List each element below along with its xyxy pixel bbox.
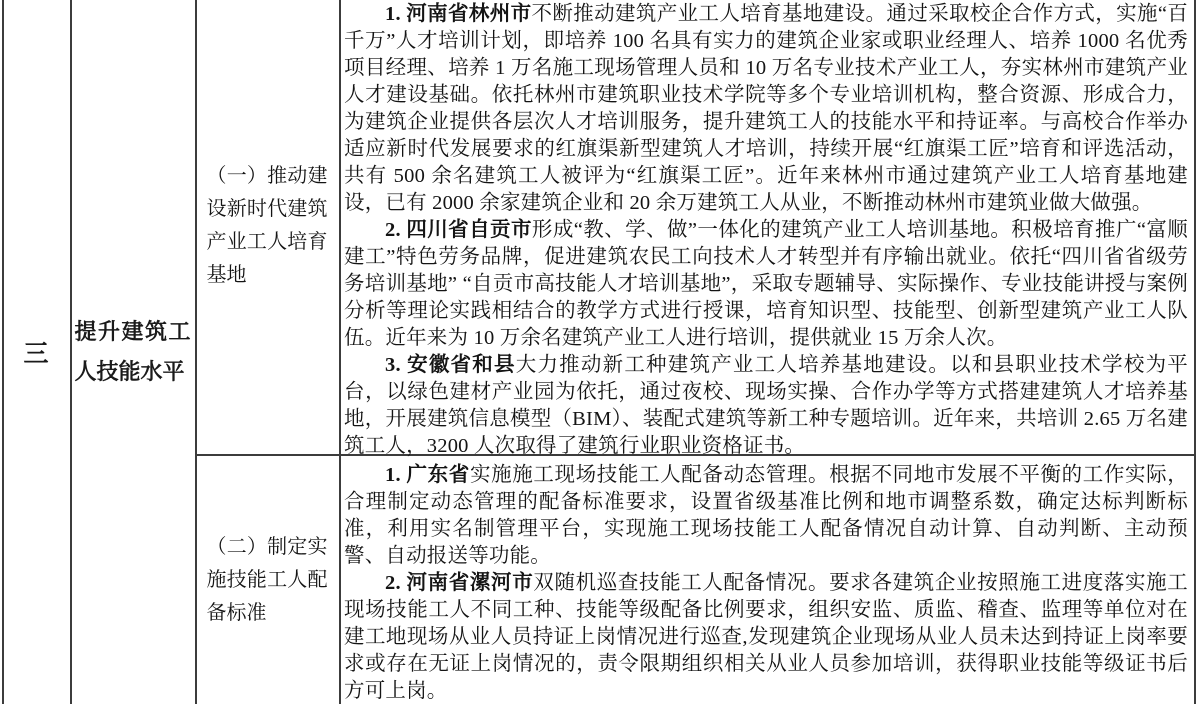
paragraph-lead: 1. 广东省 bbox=[385, 464, 470, 486]
paragraph bbox=[344, 352, 1188, 460]
paragraph-lead: 2. 河南省漯河市 bbox=[385, 572, 534, 594]
measure-cell-2 bbox=[197, 456, 337, 704]
category-cell bbox=[72, 0, 193, 704]
content-cell-1 bbox=[341, 0, 1191, 457]
paragraph-lead: 3. 安徽省和县 bbox=[385, 354, 516, 376]
paragraph-body: 大力推动新工种建筑产业工人培养基地建设。以和县职业技术学校为平台，以绿色建材产业园为依托，通过夜校、现场实操、合作办学等方式搭建建筑人才培养基地，开展建筑信息模型（BIM）、装配式建筑等新工种专题培训。近年来，共培训 2.65 万名建筑工人，3200 人次取得了建筑行业职业资格证书。 bbox=[344, 354, 1188, 457]
paragraph-body: 双随机巡查技能工人配备情况。要求各建筑企业按照施工进度落实施工现场技能工人不同工种、技能等级配备比例要求，组织安监、质监、稽查、监理等单位对在建工地现场从业人员持证上岗情况进行巡查,发现建筑企业现场从业人员未达到持证上岗率要求或存在无证上岗情况的，责令限期组织相关从业人员参加培训，获得职业技能等级证书后方可上岗。 bbox=[344, 572, 1188, 702]
content-cell-2 bbox=[341, 457, 1191, 704]
paragraph bbox=[344, 1, 1188, 217]
table-border-right bbox=[1194, 0, 1196, 704]
paragraph bbox=[344, 462, 1188, 570]
paragraph-body: 形成“教、学、做”一体化的建筑产业工人培训基地。积极培育推广“富顺建工”特色劳务品牌，促进建筑农民工向技术人才转型并有序输出就业。依托“四川省省级劳务培训基地” “自贡市高技能人才培训基地”，采取专题辅导、实际操作、专业技能讲授与案例分析等理论实践相结合的教学方式进行授课，培育知识型、技能型、创新型建筑产业工人队伍。近年来为 10 万余名建筑产业工人进行培训，提供就业 15 万余人次。 bbox=[344, 219, 1188, 349]
paragraph-lead: 1. 河南省林州市 bbox=[385, 3, 532, 25]
paragraph bbox=[344, 217, 1188, 352]
paragraph-lead: 2. 四川省自贡市 bbox=[385, 219, 532, 241]
measure-cell-1 bbox=[197, 0, 337, 452]
measure-label-2: （二）制定实施技能工人配备标准 bbox=[206, 535, 328, 624]
paragraph bbox=[344, 570, 1188, 704]
category-label: 提升建筑工人技能水平 bbox=[74, 319, 191, 384]
row-index: 三 bbox=[23, 340, 49, 368]
paragraph-body: 不断推动建筑产业工人培育基地建设。通过采取校企合作方式，实施“百千万”人才培训计划，即培养 100 名具有实力的建筑企业家或职业经理人、培养 1000 名优秀项目经理、培养 1 万名施工现场管理人员和 10 万名专业技术产业工人，夯实林州市建筑产业人才建设基础。依托林州市建筑职业技术学院等多个专业培训机构，整合资源、形成合力，为建筑企业提供各层次人才培训服务，提升建筑工人的技能水平和持证率。与高校合作举办适应新时代发展要求的红旗渠新型建筑人才培训，持续开展“红旗渠工匠”培育和评选活动，共有 500 余名建筑工人被评为“红旗渠工匠”。近年来林州市通过建筑产业工人培育基地建设，已有 2000 余家建筑企业和 20 余万建筑工人从业，不断推动林州市建筑业做大做强。 bbox=[344, 3, 1188, 214]
measure-label-1: （一）推动建设新时代建筑产业工人培育基地 bbox=[206, 165, 328, 286]
row-index-cell bbox=[4, 0, 68, 704]
paragraph-body: 实施施工现场技能工人配备动态管理。根据不同地市发展不平衡的工作实际，合理制定动态管理的配备标准要求，设置省级基准比例和地市调整系数，确定达标判断标准，利用实名制管理平台，实现施工现场技能工人配备情况自动计算、自动判断、主动预警、自动报送等功能。 bbox=[344, 464, 1188, 567]
